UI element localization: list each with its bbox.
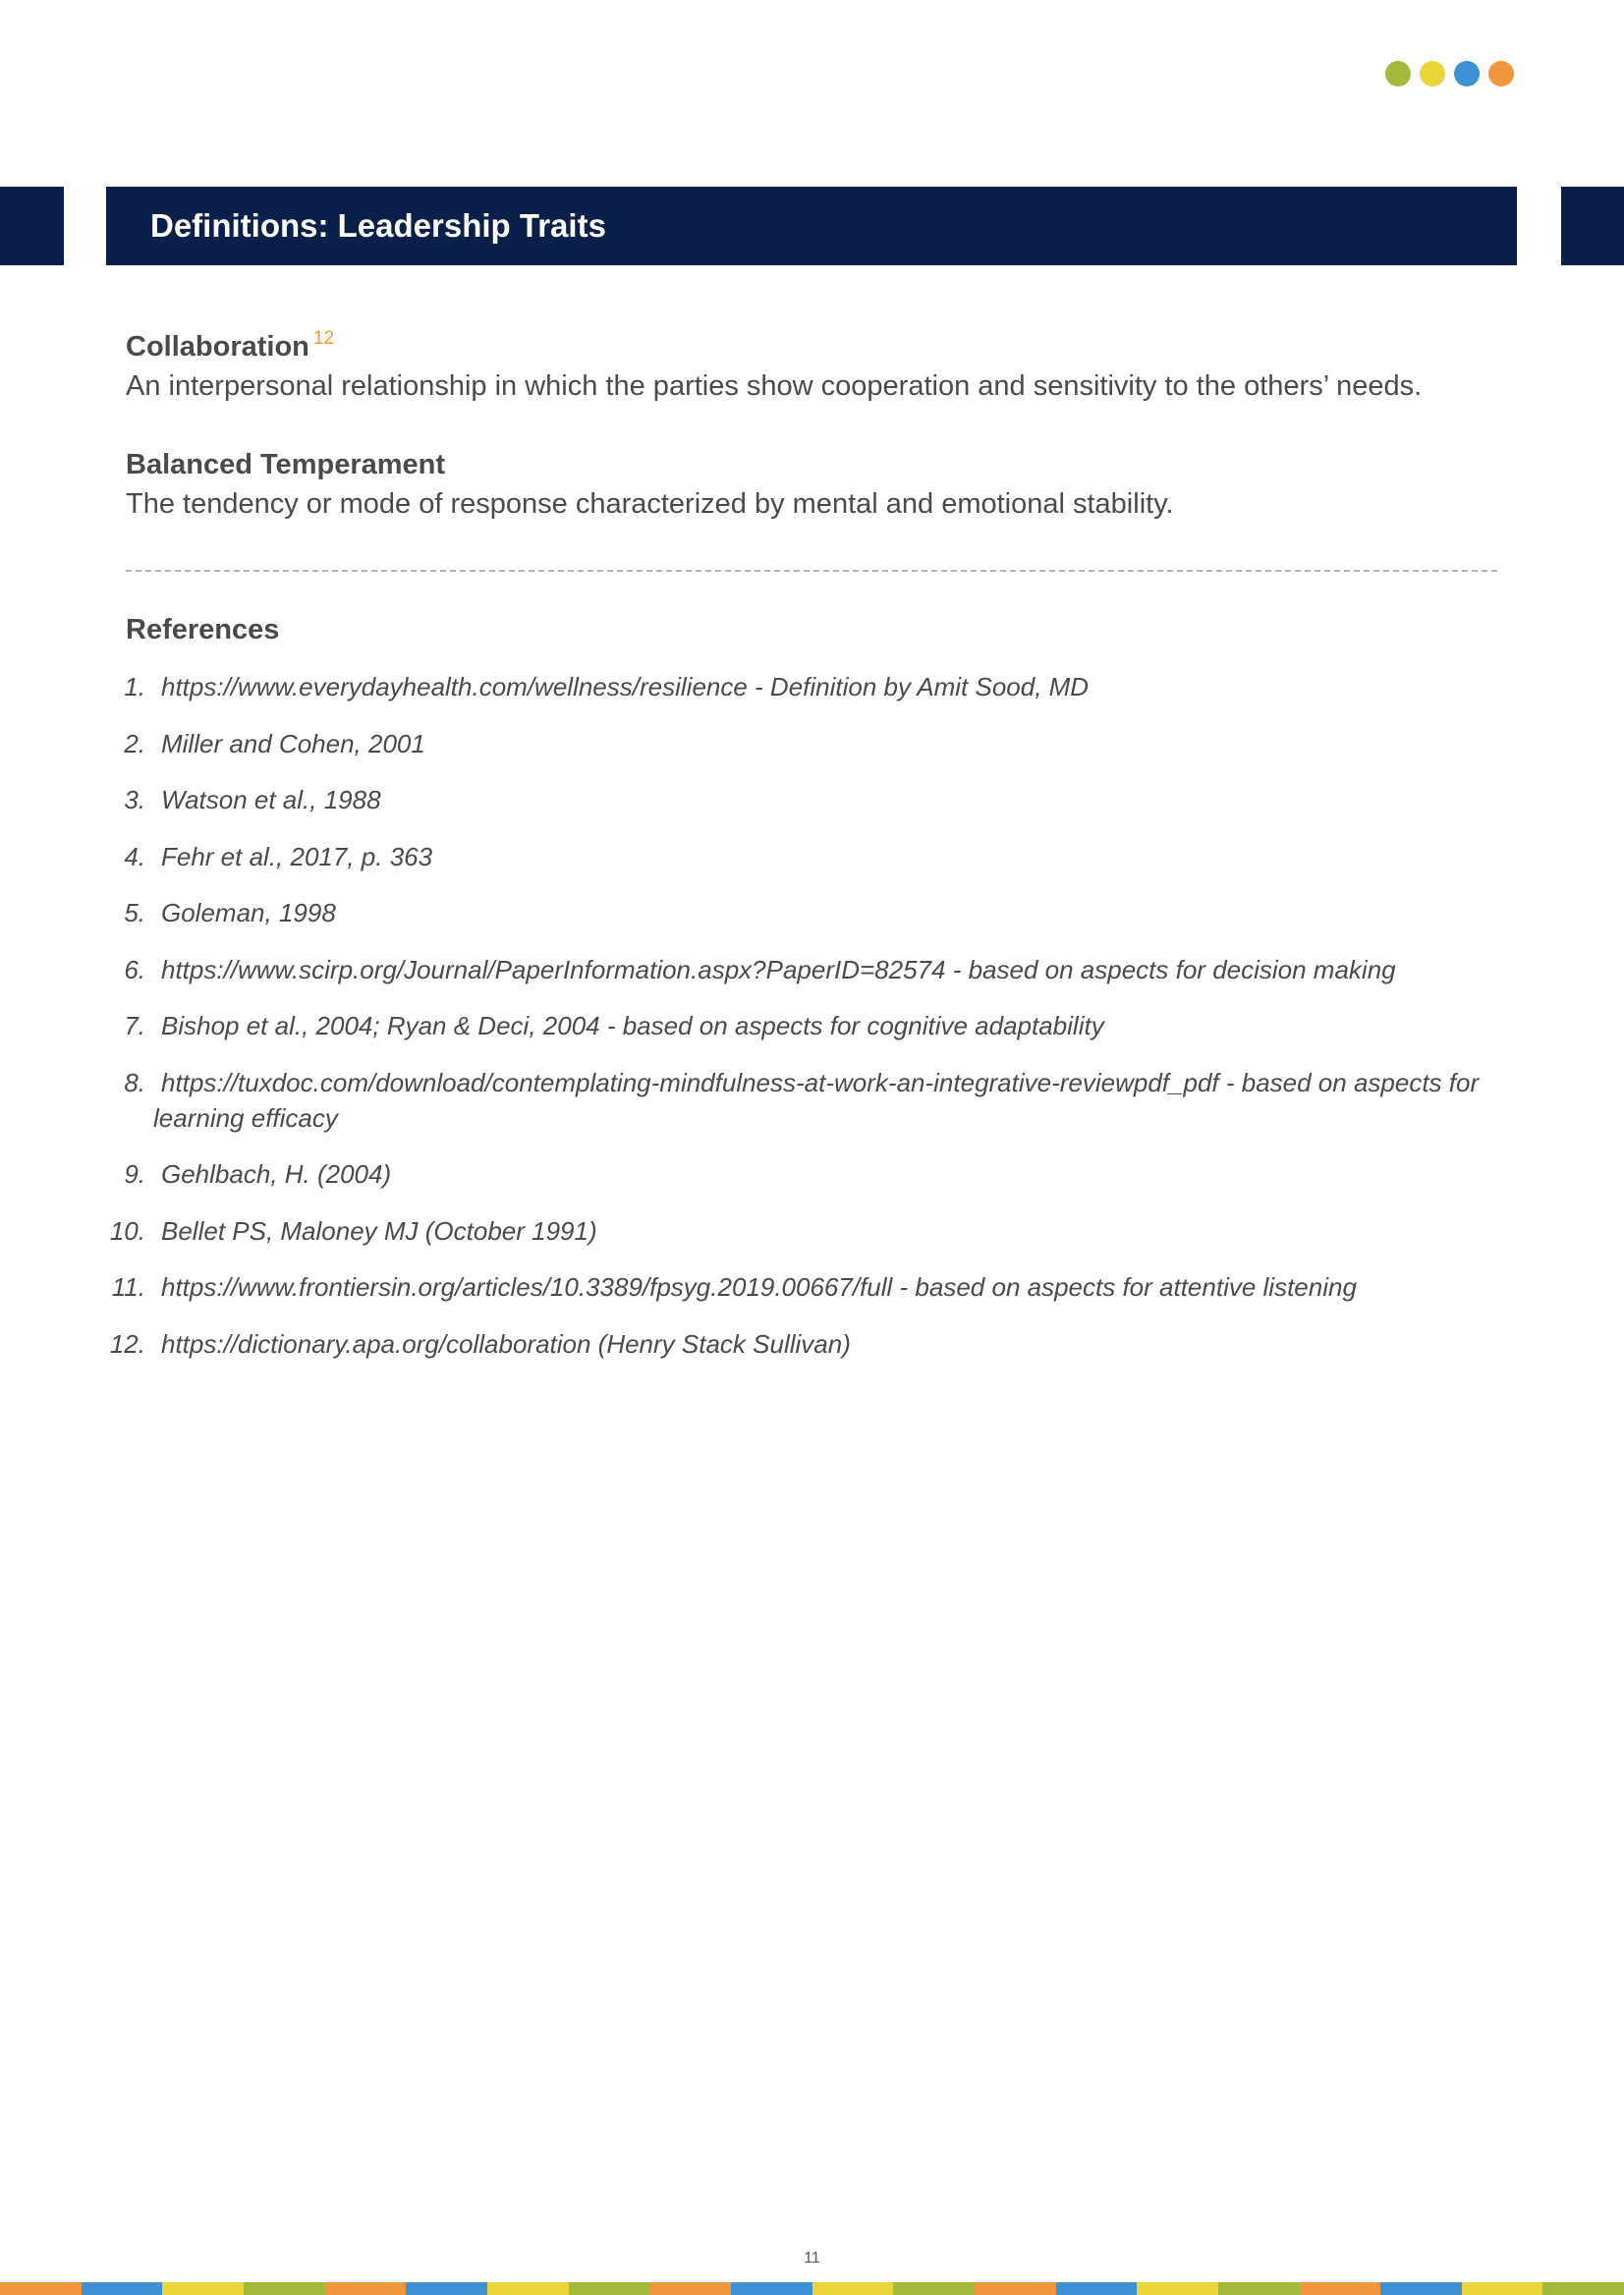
reference-superscript: 12 [312,328,335,349]
header-band-right [1561,187,1624,265]
footer-strip-segment [1218,2282,1300,2295]
footer-strip-segment [487,2282,569,2295]
footer-strip-segment [0,2282,82,2295]
decorative-dots [1385,61,1514,86]
footer-strip-segment [812,2282,894,2295]
dot-green [1385,61,1411,86]
reference-text: Fehr et al., 2017, p. 363 [161,841,433,871]
footer-strip-segment [893,2282,975,2295]
reference-number: 9. [124,1159,145,1189]
page-number: 11 [804,2250,820,2267]
footer-strip-segment [244,2282,325,2295]
footer-strip-segment [406,2282,487,2295]
reference-number: 8. [124,1067,145,1097]
footer-strip-segment [1542,2282,1624,2295]
reference-number: 7. [124,1011,145,1040]
reference-item [0,1008,1624,1043]
footer-strip-segment [325,2282,407,2295]
footer-strip-segment [1056,2282,1138,2295]
footer-strip-segment [1462,2282,1543,2295]
reference-number: 5. [124,898,145,927]
definition-term: Collaboration [126,331,309,363]
footer-strip-segment [1380,2282,1462,2295]
reference-item [0,895,1624,930]
footer-strip-segment [731,2282,812,2295]
reference-number: 2. [124,728,145,758]
reference-text: Miller and Cohen, 2001 [161,728,425,758]
dot-blue [1454,61,1480,86]
definition-collaboration [126,328,1521,405]
reference-number: 11. [111,1272,145,1302]
references-list [0,669,1624,1382]
reference-text: https://tuxdoc.com/download/contemplating-mindfulness-at-work-an-integrative-reviewpdf_pdf - based on aspects for learning efficacy [153,1067,1480,1133]
definition-balanced-temperament [126,448,1521,523]
reference-text: Bishop et al., 2004; Ryan & Deci, 2004 - based on aspects for cognitive adaptability [161,1011,1104,1040]
reference-item [0,1269,1624,1305]
reference-number: 12. [109,1328,145,1359]
reference-number: 1. [124,672,145,701]
dot-orange [1488,61,1514,86]
reference-item [0,669,1624,704]
dashed-divider [126,570,1497,572]
header-bar [106,187,1517,265]
definition-text: The tendency or mode of response characterized by mental and emotional stability. [126,487,1174,520]
reference-number: 4. [124,841,145,871]
reference-text: https://www.frontiersin.org/articles/10.3389/fpsyg.2019.00667/full - based on aspects for attentive listening [161,1272,1357,1302]
footer-strip-segment [162,2282,244,2295]
reference-text: Gehlbach, H. (2004) [161,1159,392,1189]
footer-strip-segment [82,2282,163,2295]
definition-text: An interpersonal relationship in which the parties show cooperation and sensitivity to the others’ needs. [126,369,1423,402]
references-heading: References [126,614,280,645]
dot-yellow [1420,61,1445,86]
reference-item [0,1156,1624,1192]
reference-item [0,952,1624,987]
reference-text: Watson et al., 1988 [161,785,381,814]
footer-strip-segment [1137,2282,1218,2295]
reference-item [0,1065,1624,1136]
reference-text: Goleman, 1998 [161,898,336,927]
header-band-left [0,187,64,265]
footer-strip-segment [569,2282,650,2295]
reference-number: 3. [124,785,145,814]
definition-term: Balanced Temperament [126,449,446,480]
reference-text: https://www.everydayhealth.com/wellness/resilience - Definition by Amit Sood, MD [161,672,1090,701]
footer-strip-segment [1300,2282,1381,2295]
reference-number: 6. [124,954,145,984]
reference-number: 10. [109,1215,145,1246]
reference-text: https://www.scirp.org/Journal/PaperInformation.aspx?PaperID=82574 - based on aspects for decision making [161,954,1396,984]
reference-item [0,1213,1624,1249]
page-title: Definitions: Leadership Traits [150,207,606,244]
footer-strip-segment [649,2282,731,2295]
reference-item [0,726,1624,761]
footer-color-strip [0,2282,1624,2295]
reference-item [0,782,1624,817]
reference-text: Bellet PS, Maloney MJ (October 1991) [161,1215,597,1246]
reference-text: https://dictionary.apa.org/collaboration (Henry Stack Sullivan) [161,1328,851,1359]
footer-strip-segment [975,2282,1056,2295]
reference-item [0,1326,1624,1362]
reference-item [0,839,1624,874]
